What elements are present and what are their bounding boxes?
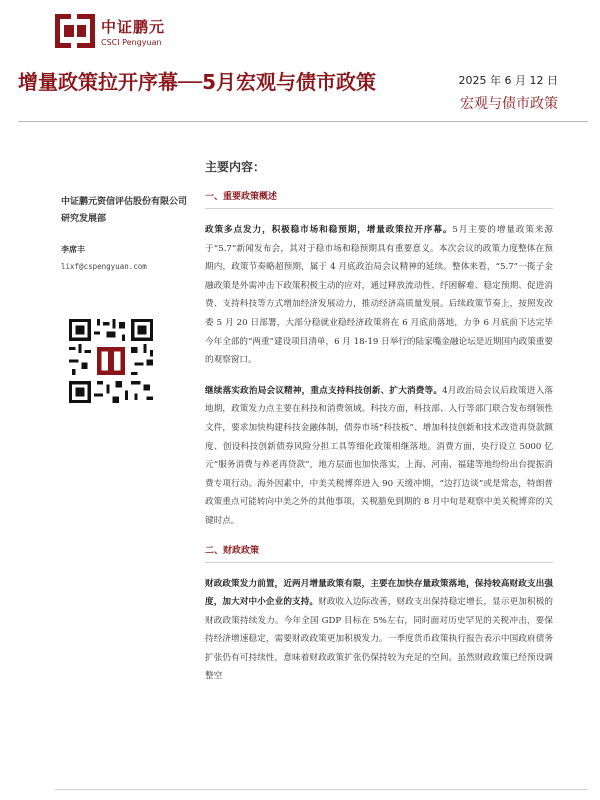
report-category: 宏观与债市政策 (460, 96, 558, 112)
paragraph-body: 财政收入边际改善，财政支出保持稳定增长，显示更加积极的财政政策持续发力。今年全国 GDP 目标在 5%左右，同时面对历史罕见的关税冲击，要保持经济增速稳定，需要财政政策更加积极发力。一季度货币政策执行报告表示中国政府债务扩张仍有可持续性，意味着财政政策扩张仍保持较为充足的空间。虽然财政政策已经预设调整空 (205, 597, 553, 682)
logo-name-en: CSCI Pengyuan (101, 37, 162, 47)
organization-name: 中证鹏元资信评估股份有限公司 (61, 197, 188, 207)
paragraph-lead: 继续落实政治局会议精神，重点支持科技创新、扩大消费等。 (205, 385, 443, 396)
logo-name-cn: 中证鹏元 (101, 17, 166, 36)
main-heading: 主要内容： (205, 160, 266, 174)
department-name: 研究发展部 (61, 214, 107, 224)
paragraph-lead: 政策多点发力，积极稳市场和稳预期，增量政策拉开序幕。 (205, 225, 453, 235)
paragraph-body: 5月主要的增量政策来源于“5.7”新闻发布会，其对于稳市场和稳预期具有重要意义。本次会议的政策力度整体在预期内，政策节奏略超预期，属于 4 月底政治局会议精神的延续。整体来看，“5.7”一揽子金融政策是外需冲击下政策积极主动的应对，通过释放流动性、纾困解难、稳定预期、促进消费、支持科技等方式增加经济发展动力，推动经济高质量发展。后续政策节奏上，按照发改委 5 月 20 日部署，大部分稳就业稳经济政策将在 6 月底前落地，力争 6 月底前下达完毕今年全部的“两重”建设项目清单，6 月 18-19 日举行的陆家嘴金融论坛是近期国内政策重要的观察窗口。 (205, 225, 554, 366)
author-email[interactable]: lixf@cspengyuan.com (61, 262, 147, 271)
section-title: 二、财政政策 (205, 545, 260, 556)
title-divider (18, 121, 588, 122)
section-title: 一、重要政策概述 (205, 192, 278, 202)
company-logo (55, 14, 165, 48)
logo-mark-icon (55, 14, 95, 48)
paragraph-lead: 财政政策发力前置，近两月增量政策有限，主要在加快存量政策落地，保持较高财政支出强度，加大对中小企业的支持。 (205, 578, 553, 608)
organization-info (61, 194, 196, 228)
paragraph (205, 382, 553, 531)
author-name: 李席丰 (61, 245, 85, 254)
report-date: 2025 年 6 月 12 日 (458, 74, 558, 87)
paragraph (205, 575, 553, 687)
section-divider (205, 208, 553, 209)
footer-divider (55, 789, 588, 790)
report-title: 增量政策拉开序幕──5月宏观与债市政策 (18, 70, 376, 94)
qr-code-icon (66, 316, 156, 406)
main-content (205, 158, 553, 698)
paragraph (205, 221, 553, 370)
section-divider (205, 562, 553, 563)
paragraph-body: 4月政治局会议后政策进入落地期，政策发力点主要在科技和消费领域。科技方面，科技部、人行等部门联合发布纲领性文件，要求加快构建科技金融体制，债券市场“科技板”、增加科技创新和技术改造再贷款额度、创设科技创新债券风险分担工具等细化政策相继落地。消费方面，央行设立 5000 亿元“服务消费与养老再贷款”，地方层面也加快落实，上海、河南、福建等地纷纷出台提振消费专项行动。海外因素中，中美关税博弈进入 90 天缓冲期，“边打边谈”或是常态，特朗普政策重点可能转向中美之外的其他事项，关税豁免到期的 8 月中旬是观察中美关税博弈的关键时点。 (205, 385, 553, 526)
